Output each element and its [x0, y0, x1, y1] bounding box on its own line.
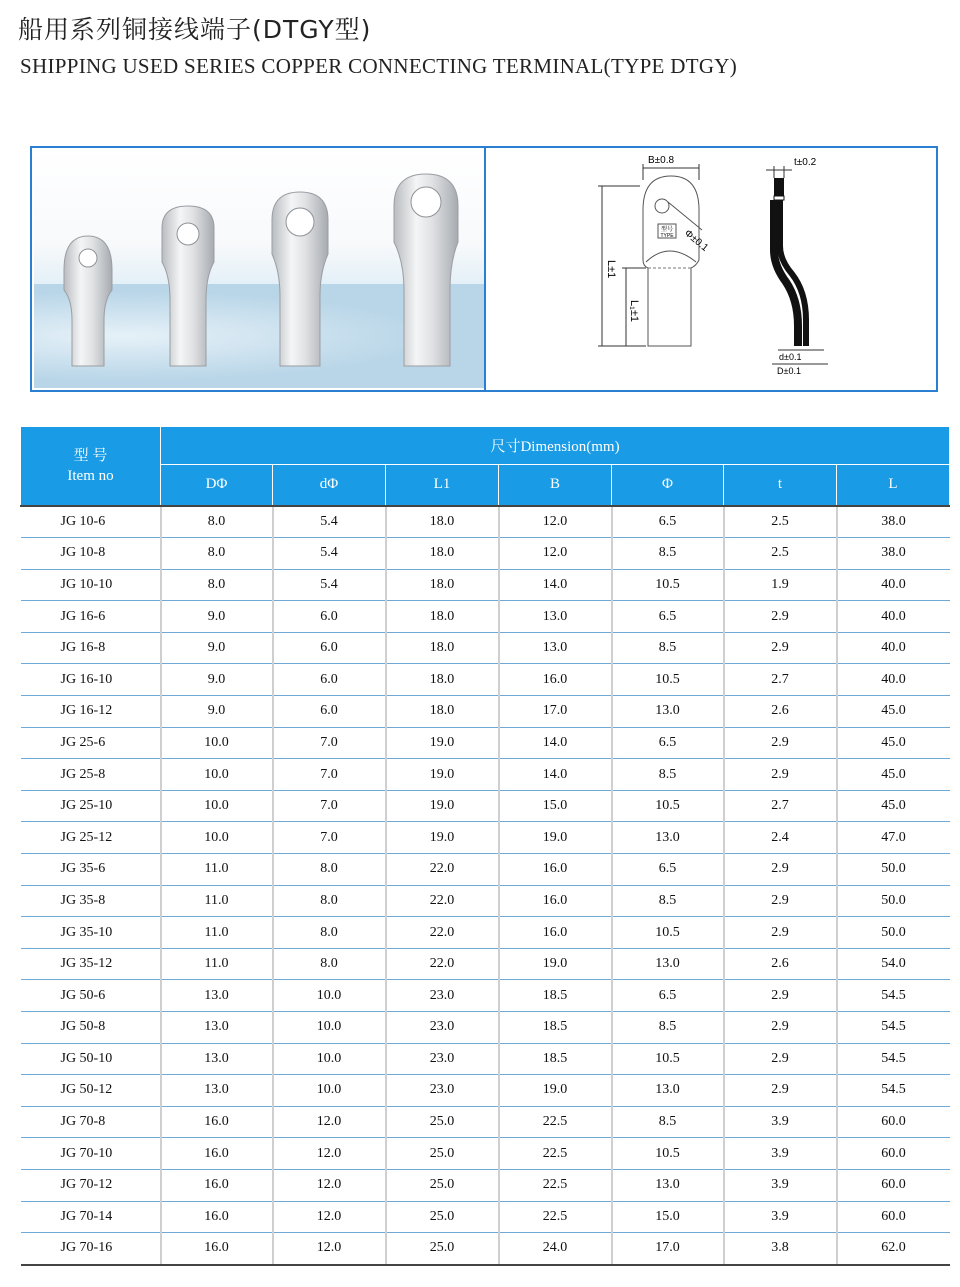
dimension-cell: 2.9	[724, 1075, 837, 1107]
dimension-cell: 3.9	[724, 1106, 837, 1138]
dimension-cell: 6.5	[612, 854, 724, 886]
dimension-cell: 10.0	[273, 980, 386, 1012]
dimension-cell: 16.0	[161, 1138, 273, 1170]
table-row	[21, 664, 950, 696]
dimension-cell: 7.0	[273, 822, 386, 854]
dimension-cell: 9.0	[161, 696, 273, 728]
dimension-cell: 25.0	[386, 1201, 499, 1233]
page-title-chinese: 船用系列铜接线端子(DTGY型)	[18, 15, 372, 44]
dimension-cell: 22.5	[499, 1106, 612, 1138]
dimension-cell: 13.0	[612, 1075, 724, 1107]
table-row	[21, 1169, 950, 1201]
dimension-cell: 50.0	[837, 917, 950, 949]
item-number-cell: JG 70-16	[21, 1233, 161, 1265]
dimension-cell: 40.0	[837, 632, 950, 664]
table-row	[21, 980, 950, 1012]
dimension-cell: 22.5	[499, 1169, 612, 1201]
dimension-cell: 11.0	[161, 948, 273, 980]
dimension-cell: 8.0	[161, 506, 273, 538]
dimension-cell: 16.0	[499, 854, 612, 886]
dimension-header: 尺寸Dimension(mm)	[161, 427, 950, 465]
dimension-cell: 45.0	[837, 696, 950, 728]
column-header: dΦ	[273, 465, 386, 506]
dimension-cell: 2.9	[724, 601, 837, 633]
dimension-cell: 9.0	[161, 632, 273, 664]
dimension-cell: 19.0	[499, 948, 612, 980]
item-number-header	[21, 427, 161, 506]
dimension-cell: 10.5	[612, 569, 724, 601]
table-row	[21, 854, 950, 886]
dimension-cell: 16.0	[161, 1233, 273, 1265]
table-body	[21, 506, 950, 1265]
b-dimension-label: B±0.8	[648, 155, 675, 166]
dimension-cell: 8.5	[612, 1106, 724, 1138]
dimension-cell: 16.0	[161, 1169, 273, 1201]
specification-table	[20, 426, 950, 1266]
dimension-cell: 25.0	[386, 1138, 499, 1170]
table-row	[21, 696, 950, 728]
dimension-cell: 3.9	[724, 1138, 837, 1170]
table-row	[21, 790, 950, 822]
item-number-cell: JG 50-6	[21, 980, 161, 1012]
item-number-cell: JG 25-8	[21, 759, 161, 791]
dimension-cell: 60.0	[837, 1201, 950, 1233]
dimension-cell: 45.0	[837, 759, 950, 791]
item-number-cell: JG 35-12	[21, 948, 161, 980]
dimension-cell: 50.0	[837, 885, 950, 917]
dimension-cell: 22.5	[499, 1138, 612, 1170]
dimension-cell: 18.0	[386, 569, 499, 601]
dimension-cell: 18.0	[386, 506, 499, 538]
dimension-cell: 54.0	[837, 948, 950, 980]
dimension-cell: 9.0	[161, 664, 273, 696]
dimension-cell: 10.0	[161, 759, 273, 791]
dimension-cell: 40.0	[837, 664, 950, 696]
item-number-cell: JG 50-12	[21, 1075, 161, 1107]
dimension-cell: 18.0	[386, 664, 499, 696]
dimension-cell: 6.5	[612, 601, 724, 633]
dimension-cell: 2.6	[724, 696, 837, 728]
dimension-cell: 6.5	[612, 506, 724, 538]
item-number-cell: JG 16-6	[21, 601, 161, 633]
dimension-cell: 40.0	[837, 601, 950, 633]
item-number-cell: JG 10-10	[21, 569, 161, 601]
dimension-cell: 8.0	[273, 917, 386, 949]
dimension-cell: 62.0	[837, 1233, 950, 1265]
dimension-cell: 19.0	[386, 759, 499, 791]
dimension-cell: 12.0	[273, 1169, 386, 1201]
dimension-cell: 2.9	[724, 759, 837, 791]
table-row	[21, 569, 950, 601]
table-row	[21, 822, 950, 854]
dimension-cell: 13.0	[612, 1169, 724, 1201]
item-number-cell: JG 50-10	[21, 1043, 161, 1075]
dimension-cell: 2.9	[724, 1012, 837, 1044]
dimension-cell: 54.5	[837, 980, 950, 1012]
dimension-cell: 13.0	[161, 980, 273, 1012]
dimension-cell: 60.0	[837, 1138, 950, 1170]
dimension-cell: 3.9	[724, 1201, 837, 1233]
dimension-cell: 19.0	[386, 790, 499, 822]
l1-dimension-label: L₁±1	[628, 300, 640, 322]
table-row	[21, 759, 950, 791]
dimension-cell: 19.0	[499, 822, 612, 854]
page-title-english: SHIPPING USED SERIES COPPER CONNECTING TERMINAL(TYPE DTGY)	[20, 54, 738, 78]
dimension-cell: 6.0	[273, 601, 386, 633]
item-number-cell: JG 70-14	[21, 1201, 161, 1233]
table-row	[21, 1106, 950, 1138]
item-number-cell: JG 70-10	[21, 1138, 161, 1170]
dimension-cell: 12.0	[273, 1201, 386, 1233]
dimension-cell: 17.0	[612, 1233, 724, 1265]
dimension-cell: 22.5	[499, 1201, 612, 1233]
terminal-photo	[34, 150, 484, 388]
table-row	[21, 1138, 950, 1170]
dimension-cell: 13.0	[499, 632, 612, 664]
column-header: Φ	[612, 465, 724, 506]
t-dimension-label: t±0.2	[794, 157, 817, 168]
dimension-cell: 23.0	[386, 1012, 499, 1044]
dimension-cell: 11.0	[161, 917, 273, 949]
dimension-cell: 18.0	[386, 538, 499, 570]
dimension-cell: 1.9	[724, 569, 837, 601]
item-number-cell: JG 16-10	[21, 664, 161, 696]
dimension-drawing	[488, 150, 936, 388]
table-row	[21, 601, 950, 633]
dimension-cell: 3.8	[724, 1233, 837, 1265]
dimension-cell: 2.9	[724, 917, 837, 949]
dimension-cell: 13.0	[612, 948, 724, 980]
dimension-cell: 16.0	[499, 885, 612, 917]
dimension-cell: 2.9	[724, 885, 837, 917]
dimension-cell: 2.6	[724, 948, 837, 980]
dimension-cell: 23.0	[386, 980, 499, 1012]
dimension-cell: 10.5	[612, 1043, 724, 1075]
dimension-cell: 10.0	[161, 790, 273, 822]
item-header-cn: 型 号	[73, 447, 108, 464]
table-row	[21, 1012, 950, 1044]
dimension-cell: 15.0	[499, 790, 612, 822]
dimension-cell: 13.0	[612, 696, 724, 728]
dimension-cell: 14.0	[499, 759, 612, 791]
dimension-cell: 8.5	[612, 885, 724, 917]
table-row	[21, 538, 950, 570]
column-header: L	[837, 465, 950, 506]
table-row	[21, 632, 950, 664]
dimension-cell: 11.0	[161, 854, 273, 886]
dimension-cell: 13.0	[161, 1012, 273, 1044]
dimension-cell: 8.0	[273, 885, 386, 917]
dimension-cell: 22.0	[386, 948, 499, 980]
dimension-cell: 2.9	[724, 980, 837, 1012]
table-row	[21, 948, 950, 980]
dimension-cell: 6.0	[273, 696, 386, 728]
dimension-cell: 8.0	[161, 569, 273, 601]
dimension-cell: 10.0	[273, 1012, 386, 1044]
dimension-cell: 5.4	[273, 569, 386, 601]
dimension-cell: 9.0	[161, 601, 273, 633]
item-number-cell: JG 16-8	[21, 632, 161, 664]
dimension-cell: 25.0	[386, 1169, 499, 1201]
dimension-cell: 24.0	[499, 1233, 612, 1265]
dimension-cell: 54.5	[837, 1075, 950, 1107]
dimension-cell: 2.4	[724, 822, 837, 854]
dimension-cell: 12.0	[273, 1138, 386, 1170]
dimension-cell: 8.5	[612, 759, 724, 791]
dimension-cell: 16.0	[161, 1201, 273, 1233]
table-row	[21, 727, 950, 759]
dimension-cell: 22.0	[386, 885, 499, 917]
dimension-cell: 18.5	[499, 1043, 612, 1075]
product-banner	[30, 146, 938, 392]
dimension-cell: 5.4	[273, 506, 386, 538]
dimension-cell: 7.0	[273, 790, 386, 822]
dimension-cell: 54.5	[837, 1012, 950, 1044]
column-header: t	[724, 465, 837, 506]
dimension-cell: 10.0	[273, 1043, 386, 1075]
dimension-cell: 8.5	[612, 538, 724, 570]
dimension-cell: 22.0	[386, 854, 499, 886]
dimension-cell: 60.0	[837, 1169, 950, 1201]
dimension-cell: 2.9	[724, 1043, 837, 1075]
dimension-cell: 14.0	[499, 727, 612, 759]
dimension-cell: 8.0	[161, 538, 273, 570]
table-row	[21, 1043, 950, 1075]
dimension-cell: 6.0	[273, 632, 386, 664]
l-dimension-label: L±1	[605, 260, 617, 279]
dimension-cell: 38.0	[837, 538, 950, 570]
item-number-cell: JG 25-12	[21, 822, 161, 854]
dimension-cell: 25.0	[386, 1233, 499, 1265]
phi-dimension-label: Φ±0.1	[682, 227, 711, 254]
item-number-cell: JG 50-8	[21, 1012, 161, 1044]
table-row	[21, 506, 950, 538]
dimension-cell: 12.0	[499, 538, 612, 570]
dimension-cell: 12.0	[499, 506, 612, 538]
dimension-cell: 60.0	[837, 1106, 950, 1138]
dimension-cell: 8.0	[273, 854, 386, 886]
dimension-cell: 18.0	[386, 696, 499, 728]
dimension-cell: 2.9	[724, 854, 837, 886]
table-row	[21, 917, 950, 949]
dimension-cell: 13.0	[499, 601, 612, 633]
dimension-cell: 19.0	[386, 727, 499, 759]
dimension-cell: 8.5	[612, 1012, 724, 1044]
item-number-cell: JG 35-8	[21, 885, 161, 917]
d-large-dimension-label: D±0.1	[777, 366, 801, 376]
column-header: L1	[386, 465, 499, 506]
item-number-cell: JG 16-12	[21, 696, 161, 728]
technical-drawing	[488, 150, 936, 388]
dimension-cell: 38.0	[837, 506, 950, 538]
column-header: DΦ	[161, 465, 273, 506]
dimension-cell: 13.0	[161, 1075, 273, 1107]
dimension-cell: 16.0	[161, 1106, 273, 1138]
dimension-cell: 40.0	[837, 569, 950, 601]
dimension-cell: 8.0	[273, 948, 386, 980]
item-number-cell: JG 25-6	[21, 727, 161, 759]
d-small-dimension-label: d±0.1	[779, 352, 802, 362]
dimension-cell: 23.0	[386, 1075, 499, 1107]
dimension-cell: 2.9	[724, 727, 837, 759]
dimension-cell: 2.5	[724, 506, 837, 538]
column-header-row	[21, 465, 950, 506]
table-row	[21, 1075, 950, 1107]
dimension-cell: 14.0	[499, 569, 612, 601]
dimension-cell: 5.4	[273, 538, 386, 570]
dimension-cell: 2.7	[724, 790, 837, 822]
stamp-text-cn: 型号	[660, 227, 674, 233]
dimension-cell: 18.5	[499, 980, 612, 1012]
item-number-cell: JG 35-6	[21, 854, 161, 886]
dimension-cell: 8.5	[612, 632, 724, 664]
table-row	[21, 1201, 950, 1233]
dimension-cell: 15.0	[612, 1201, 724, 1233]
dimension-cell: 2.7	[724, 664, 837, 696]
dimension-cell: 45.0	[837, 790, 950, 822]
table-row	[21, 885, 950, 917]
item-number-cell: JG 70-8	[21, 1106, 161, 1138]
dimension-cell: 6.5	[612, 980, 724, 1012]
item-number-cell: JG 25-10	[21, 790, 161, 822]
dimension-cell: 22.0	[386, 917, 499, 949]
column-header: B	[499, 465, 612, 506]
dimension-cell: 10.0	[273, 1075, 386, 1107]
dimension-cell: 45.0	[837, 727, 950, 759]
dimension-cell: 7.0	[273, 727, 386, 759]
dimension-cell: 11.0	[161, 885, 273, 917]
dimension-cell: 19.0	[499, 1075, 612, 1107]
item-number-cell: JG 35-10	[21, 917, 161, 949]
item-number-cell: JG 10-6	[21, 506, 161, 538]
dimension-cell: 54.5	[837, 1043, 950, 1075]
dimension-cell: 10.5	[612, 790, 724, 822]
dimension-cell: 3.9	[724, 1169, 837, 1201]
stamp-text-en: TYPE	[660, 233, 674, 239]
dimension-cell: 18.0	[386, 632, 499, 664]
dimension-cell: 10.5	[612, 664, 724, 696]
dimension-cell: 50.0	[837, 854, 950, 886]
banner-divider	[484, 148, 486, 390]
item-header-en: Item no	[67, 467, 114, 484]
dimension-cell: 18.5	[499, 1012, 612, 1044]
dimension-cell: 23.0	[386, 1043, 499, 1075]
dimension-cell: 10.5	[612, 917, 724, 949]
item-number-cell: JG 70-12	[21, 1169, 161, 1201]
dimension-cell: 13.0	[161, 1043, 273, 1075]
dimension-cell: 16.0	[499, 664, 612, 696]
copper-terminals-image	[34, 150, 484, 388]
dimension-cell: 2.5	[724, 538, 837, 570]
item-number-cell: JG 10-8	[21, 538, 161, 570]
dimension-cell: 6.0	[273, 664, 386, 696]
dimension-cell: 18.0	[386, 601, 499, 633]
dimension-cell: 10.5	[612, 1138, 724, 1170]
dimension-cell: 25.0	[386, 1106, 499, 1138]
dimension-cell: 2.9	[724, 632, 837, 664]
dimension-cell: 17.0	[499, 696, 612, 728]
dimension-cell: 7.0	[273, 759, 386, 791]
dimension-cell: 12.0	[273, 1233, 386, 1265]
dimension-cell: 19.0	[386, 822, 499, 854]
table-row	[21, 1233, 950, 1265]
dimension-cell: 10.0	[161, 727, 273, 759]
dimension-cell: 10.0	[161, 822, 273, 854]
dimension-cell: 16.0	[499, 917, 612, 949]
dimension-cell: 6.5	[612, 727, 724, 759]
dimension-cell: 12.0	[273, 1106, 386, 1138]
dimension-cell: 47.0	[837, 822, 950, 854]
dimension-cell: 13.0	[612, 822, 724, 854]
